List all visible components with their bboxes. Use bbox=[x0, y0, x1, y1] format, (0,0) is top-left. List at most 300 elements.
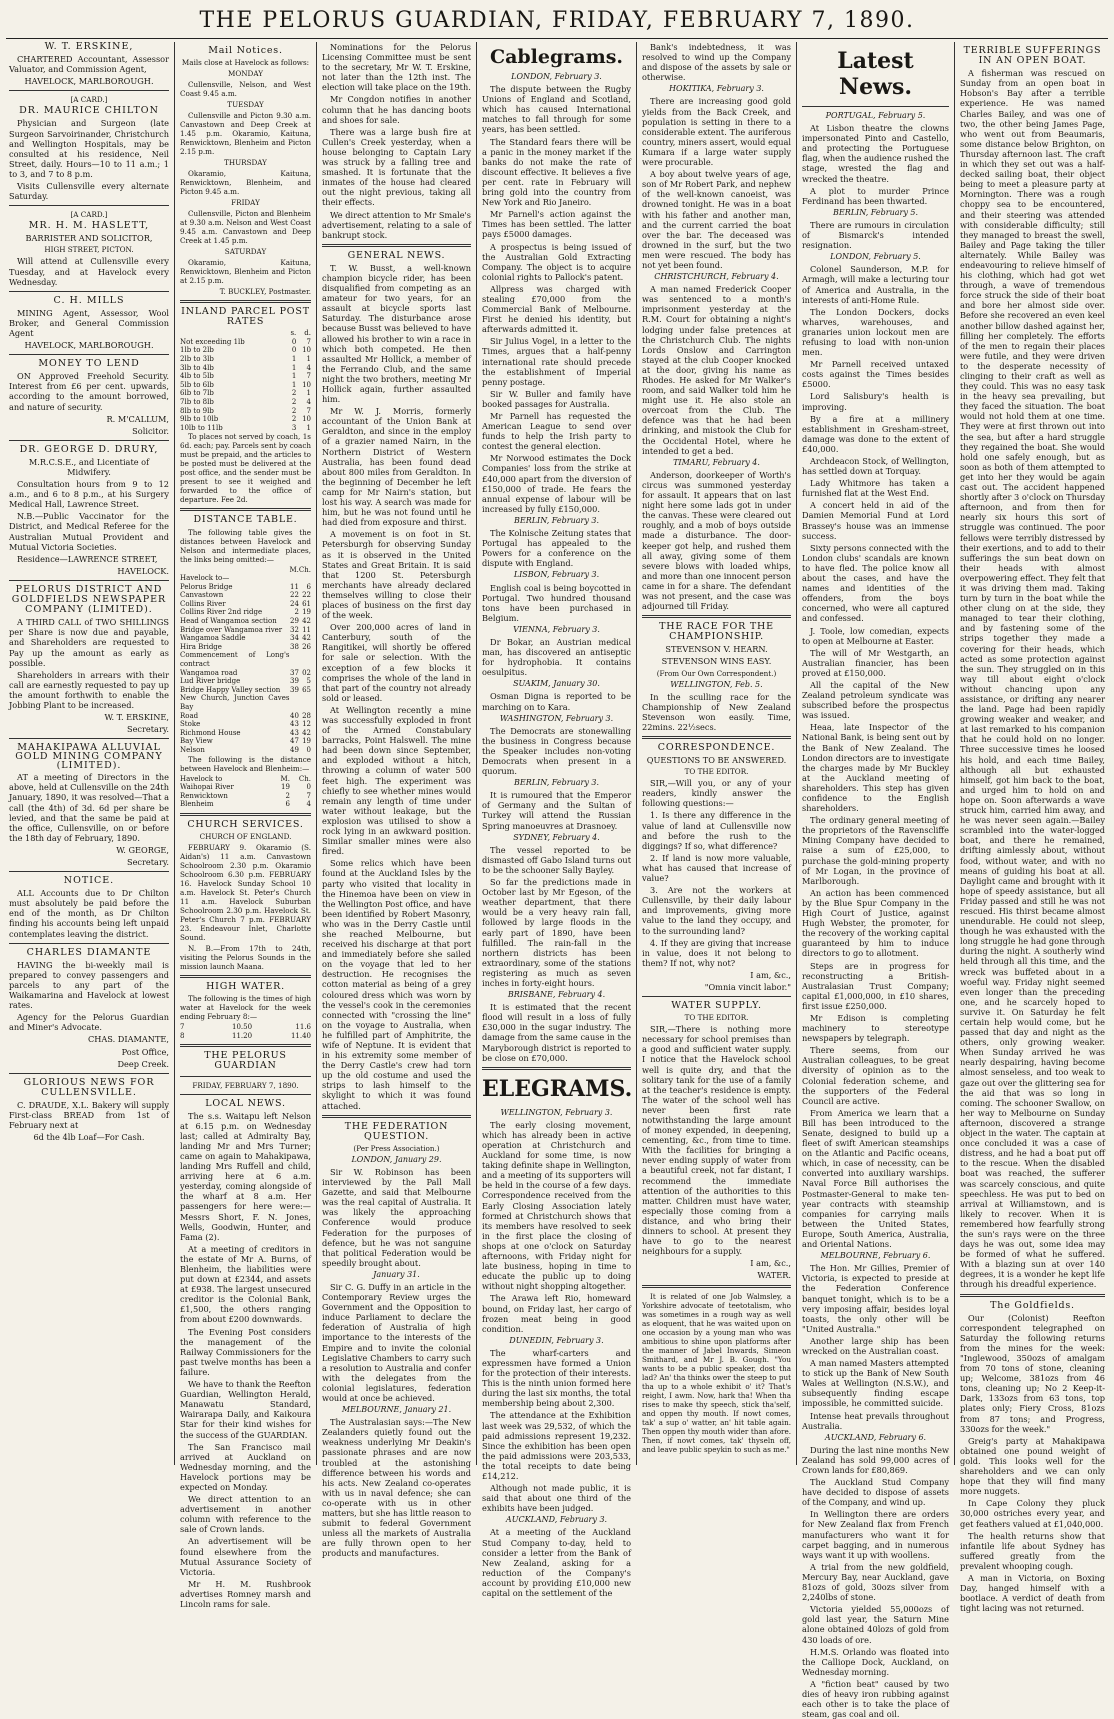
table-cell: 37 bbox=[289, 668, 299, 677]
dateline: January 31. bbox=[373, 1269, 420, 1279]
paragraph: The Auckland Stud Company have decided to dispose of assets of the Company, and wind up. bbox=[802, 1477, 949, 1508]
telegrams bbox=[482, 1108, 631, 1598]
dateline: LONDON, February 3. bbox=[511, 72, 602, 81]
divider bbox=[9, 871, 169, 872]
table-row bbox=[180, 398, 311, 407]
ad-body: MINING Agent, Assessor, Wool Broker, and General Commission Agent bbox=[9, 307, 169, 338]
mail-day: FRIDAY bbox=[231, 198, 260, 208]
table-cell: Hira Bridge bbox=[180, 642, 222, 651]
table-row bbox=[180, 643, 311, 652]
paragraph: Mr H. M. Rushbrook advertises Romney marsh and Lincoln rams for sale. bbox=[180, 1578, 311, 1609]
water-intro: The following is the times of high water at Havelock for the week ending February 8:— bbox=[180, 994, 311, 1022]
dateline: CHRISTCHURCH, February 4. bbox=[654, 272, 779, 282]
table-row bbox=[180, 389, 311, 398]
corr-to: TO THE EDITOR. bbox=[684, 767, 749, 777]
table-cell: 28 bbox=[302, 711, 311, 720]
table-cell: 43 bbox=[289, 728, 299, 737]
dateline: AUCKLAND, February 6. bbox=[824, 1432, 927, 1442]
ad-head: NOTICE. bbox=[63, 875, 115, 887]
paragraph: Mr Edison is completing machinery to stereotype newspapers by telegraph. bbox=[802, 1012, 949, 1044]
race-sub: (From Our Own Correspondent.) bbox=[656, 668, 777, 678]
paragraph: We have to thank the Reefton Guardian, Wellington Herald, Manawatu Standard, Wairarapa Daily, and Kaikoura Star for their kind wishes for the success of the GUARDIAN. bbox=[180, 1379, 311, 1440]
paragraph: Victoria yielded 55,000ozs of gold last year, the Saturn Mine alone obtained 40lozs of gold from 430 loads of ore. bbox=[802, 1604, 949, 1645]
column-header: d. bbox=[304, 329, 311, 338]
table-row bbox=[180, 574, 311, 583]
mail-day: THURSDAY bbox=[224, 158, 267, 168]
ad-tag: [A CARD.] bbox=[70, 95, 108, 105]
table-cell: 42 bbox=[302, 728, 311, 737]
paragraph: Dr Bokar, an Austrian medical man, has discovered an antiseptic for hydrophobia. It contains oesulpitus. bbox=[482, 636, 631, 678]
local-news bbox=[180, 1111, 311, 1610]
table-row bbox=[180, 1023, 311, 1032]
divider bbox=[482, 1067, 631, 1070]
ad-head: GLORIOUS NEWS FOR CULLENSVILLE. bbox=[23, 1076, 155, 1098]
table-cell: 26 bbox=[302, 642, 311, 651]
table-cell: Pelorus Bridge bbox=[180, 582, 233, 591]
divider bbox=[642, 736, 791, 739]
table-cell: 49 bbox=[289, 745, 299, 754]
paragraph: Mr Parnell's action against the Times has been settled. The latter pays £5000 damages. bbox=[482, 209, 631, 240]
ad-role: Secretary. bbox=[126, 724, 169, 735]
mail-schedule bbox=[180, 69, 311, 285]
signature: I am, &c., bbox=[750, 1258, 791, 1269]
table-row bbox=[180, 651, 311, 668]
race-sub: STEVENSON WINS EASY. bbox=[661, 656, 772, 667]
table-cell: Not exceeding 1lb bbox=[180, 337, 245, 346]
table-cell: Blenheim bbox=[180, 800, 214, 809]
paragraph: From America we learn that a Bill has been introduced to the Senate, designed to build up a fleet of swift American steamships on the Atlantic and Pacific oceans, which, in case of necessity, can be converted into auxiliary warships. Naval Force Bill authorises the Postmaster-General to make ten-year contracts with steamship companies for carrying mails between the United States, Europe, South America, Australia, and Oriental Nations. bbox=[802, 1107, 949, 1250]
divider bbox=[642, 615, 791, 618]
paragraph: The will of Mr Westgarth, an Australian financier, has been proved at £150,000. bbox=[802, 647, 949, 678]
table-cell: 29 bbox=[289, 617, 299, 626]
divider bbox=[960, 1294, 1105, 1297]
paragraph: Mr W. J. Morris, formerly accountant of the Union Bank at Geraldton, and since in the employ of a grazier named Nairn, in the Northern District of Western Australia, has been found dead about 800 miles from Geraldton. In the beginning of December he left camp for Mr Nairn's station, but lost his way. A search was made for him, but he was not found until he had died from exposure and thirst. bbox=[322, 406, 471, 528]
table-cell: 7 bbox=[180, 1023, 185, 1032]
table-cell: 1 bbox=[291, 363, 297, 372]
ad-name: MAHAKIPAWA ALLUVIAL GOLD MINING COMPANY (LIMITED). bbox=[15, 742, 163, 772]
ad-mills bbox=[9, 296, 169, 350]
table-cell: 22 bbox=[289, 591, 299, 600]
paragraph: T. W. Busst, a well-known champion bicycle rider, has been disqualified from competing as an amateur for two years, for an assault at bicycle sports last Saturday. The disturbance arose because Busst was believed to have allowed his brother to win a race in which both competed. He then assaulted Mr Hollick, a member of the Ferrando Club, and the same night the two brothers, meeting Mr Hollick again, further assaulted him. bbox=[322, 262, 471, 405]
ad-name: W. T. ERSKINE, bbox=[44, 41, 134, 52]
paragraph: There seems, from our Australian colleagues, to be great diversity of opinion as to the Colonial federation scheme, and the supporters of the Federal Council are active. bbox=[802, 1045, 949, 1106]
table-cell: 7lb to 8lb bbox=[180, 398, 214, 407]
column-header: s. bbox=[290, 329, 297, 338]
paragraph: Heaa, late Inspector of the National Bank, is being sent out by the Bank of New Zealand. The London directors are to investigate the charges made by Mr Buckley at the Auckland meeting of shareholders. This step has given confidence to the English shareholders. bbox=[802, 722, 949, 814]
paragraph: Another large ship has been wrecked on the Australian coast. bbox=[802, 1335, 949, 1356]
table-row bbox=[180, 792, 311, 801]
divider bbox=[9, 205, 169, 206]
table-cell: 2 bbox=[291, 406, 297, 415]
ad-name: CHARLES DIAMANTE bbox=[26, 946, 152, 958]
table-cell: 1 bbox=[306, 389, 311, 398]
table-cell: 3 bbox=[291, 423, 297, 432]
paragraph: Anderson, doorkeeper of Worth's circus was summoned yesterday for assault. It appears that on last night here some lads got in under the canvas. These were cleared out roughly, and a mob of boys outside made a disturbance. The door-keeper got help, and rushed them all away, giving some of them severe blows with loaded whips, and more than one innocent person came in for a share. The defendant was not present, and the case was adjourned till Friday. bbox=[642, 469, 791, 612]
divider bbox=[9, 90, 169, 91]
table-cell: 2 bbox=[294, 608, 299, 617]
paragraph: Mr Norwood estimates the Dock Companies' loss from the strike at £40,000 apart from the diversion of £150,000 of trade. He fears the annual expense of labour will be increased by fully £150,000. bbox=[482, 453, 631, 514]
water-supply-letter bbox=[642, 1024, 791, 1280]
table-cell bbox=[299, 694, 311, 711]
table-cell bbox=[299, 651, 311, 668]
paragraph: In Cape Colony they pluck 30,000 ostriches every year, and get feathers valued at £1,040,000. bbox=[960, 1498, 1105, 1529]
ad-body: Consultation hours from 9 to 12 a.m., and 6 to 8 p.m., at his Surgery Medical Hall, Lawrence Street. bbox=[9, 479, 169, 510]
table-cell: 1 bbox=[291, 380, 297, 389]
table-cell: 11 bbox=[302, 625, 311, 634]
ad-name: DR. MAURICE CHILTON bbox=[19, 105, 159, 117]
paragraph: During the last nine months New Zealand has sold 99,000 acres of Crown lands for £80,869. bbox=[802, 1444, 949, 1475]
race-report bbox=[642, 680, 791, 732]
section-heading: TERRIBLE SUFFERINGS IN AN OPEN BOAT. bbox=[963, 45, 1102, 67]
ad-quals: M.R.C.S.E., and Licentiate of Midwifery. bbox=[28, 456, 150, 477]
paragraph: SIR,—There is nothing more necessary for school premises than a good and sufficient water supply. I notice that the Havelock school well is quite dry, and that the solitary tank for the use of a family at the teacher's residence is empty. The water of the school well has never been first rate notwithstanding the large amount of money expended, in deepening, cementing, &c., from time to time. With the facilities for bringing a never ending supply of water from a beautiful creek, not far distant, I recommend the immediate attention of the authorities to this matter. Children must have water, especially those coming from a distance, and who bring their dinners to school. At present they have to go to the nearest neighbours for a supply. bbox=[642, 1024, 791, 1257]
paragraph: At a meeting of the Auckland Stud Company to-day, held to consider a letter from the Bank of New Zealand, asking for a reduction of the Company's account by providing £10,000 new capital on the settlement of the bbox=[482, 1527, 631, 1599]
table-cell: 0 bbox=[306, 745, 311, 754]
paragraph: Mr Parnell received untaxed costs against the Times besides £5000. bbox=[802, 359, 949, 390]
dateline: VIENNA, February 3. bbox=[513, 624, 600, 634]
mail-day: TUESDAY bbox=[227, 100, 264, 110]
ad-body: HAVING the bi-weekly mail is prepared to convey passengers and parcels to any part of the Waikamarina and Havelock at lowest rates. bbox=[9, 959, 169, 1011]
table-cell: Wangamoa road bbox=[180, 668, 238, 677]
paragraph: A man named Frederick Cooper was sentenced to a month's imprisonment yesterday at the R.M. Court for obtaining a night's lodging under false pretences at the Christchurch Club. The nights Lords Onslow and Carrington stayed at the club Cooper knocked at the door, giving his name as Rhodes. He asked for Mr Walker's room, and said Walker told him he might use it. He also stole an overcoat from the Club. The defence was that he had been drinking, and mistook the Club for the Occidental Hotel, where he intended to get a bed. bbox=[642, 284, 791, 456]
paragraph: The health returns show that infantile life about Sydney has suffered greatly from the prevalent whooping cough. bbox=[960, 1530, 1105, 1571]
table-cell: Waihopai River bbox=[180, 783, 234, 792]
parcel-rates-table bbox=[180, 329, 311, 432]
table-cell: 42 bbox=[302, 634, 311, 643]
table-row bbox=[180, 783, 311, 792]
ad-head: MONEY TO LEND bbox=[38, 358, 140, 370]
dateline: LONDON, February 5. bbox=[830, 252, 921, 262]
table-cell: 19 bbox=[281, 783, 290, 792]
table-cell: 2lb to 3lb bbox=[180, 355, 214, 364]
column-7 bbox=[954, 42, 1110, 1614]
ad-pelorus-company bbox=[9, 585, 169, 734]
table-cell: Road bbox=[180, 711, 199, 720]
paragraph: SIR,—Will you, or any of your readers, kindly answer the following questions:— bbox=[642, 778, 791, 809]
paragraph: A fisherman was rescued on Sunday from an open boat in Hobson's Bay after a terrible experience. He was named Charles Bailey, and was one of two, the other being James Page, who went out from Beaumaris, some distance below Brighton, on Thursday afternoon last. The craft in which they set out was a half-decked sailing boat, their object being to meet a pleasure party at Mornington. There was a rough choppy sea to be encountered, and their steering was attended with considerable difficulty; still they managed to breast the swell, Bailey and Page taking the tiller alternately. While Bailey was endeavouring to relieve himself of his clothing, which had got wet through, a wave of tremendous force struck the side of their boat and bore her almost side over. Before she recovered an even keel another billow dashed against her, filling her completely. The efforts of the men to regain their places were futile, and they were driven to the desperate necessity of clinging to their craft as well as they could. This was no easy task in the heavy sea prevailing, but they faced the situation. The boat would not hold them at one time. They were at first thrown out into the sea, but after a hard struggle they regained the boat. She would hold one safely enough, but as soon as both of them attempted to get into her they would be again cast out. The accident happened shortly after 3 o'clock on Thursday afternoon, and from then for nearly six hours this sort of struggle was continued. The poor fellows were terribly distressed by their exertions, and to add to their sufferings the sun beat down on their heads with almost overpowering effect. They felt that it was driving them mad. Taking turn by turn in the boat while the other clung on at the side, they managed to tear their clothing, and by fastening some of the strips together they made a covering for their heads, which acted as some protection against the sun. They struggled on in this way till about eight o'clock without chancing upon any assistance, or drifting any nearer the land. Page had been rapidly growing weaker and weaker, and at last remarked to his companion that he could hold on no longer. Three successive times he loosed his hold, and each time Bailey, although all but exhausted himself, got him back to the boat, and urged him to hold on and hope on. Soon afterwards a wave struck him, carried him away, and he was never seen again.—Bailey scrambled into the water-logged boat, and there he remained, drifting aimlessly about, without food, without water, and with no means of guiding his boat at all. Daylight came and brought with it hope of speedy assistance, but all Friday passed and still he was not rescued. His thirst became almost unendurable. He could not sleep, though he was exhausted with the long struggle he had gone through during the night. A southerly wind held through all this time, and the wreck was buffeted about in a woeful way. Friday night seemed even longer than the preceding one, and he scarcely hoped to survive it. On Saturday he felt certain help would come, but he passed that day and night as the others, only growing weaker. When Sunday arrived he was nearly despairing, having become almost senseless, and too weak to gaze out over the glittering sea for the aid that was so long in coming. The schooner Swallow, on her way to Melbourne on Sunday afternoon, discovered a strange object in the water. The captain at once concluded it was a case of distress, and he had a boat put off to the rescue. When the disabled boat was reached, the sufferer was scarcely conscious, and quite speechless. He was put to bed on arrival at Williamstown, and is likely to recover. When it is remembered how fearfully strong the sun's rays were on the three days he was out, some idea may be formed of what he suffered. With a blazing sun at over 140 degrees, it is a wonder he kept life through his dreadful experience. bbox=[960, 68, 1105, 1290]
church-body: FEBRUARY 9. Okaramio (S. Aidan's) 11 a.m. Canvastown Schoolroom 2.30 p.m. Okaramio Schoolroom 6.30 p.m. FEBRUARY 16. Havelock Sunday School 10 a.m. Havelock St. Peter's Church 11 a.m. Havelock Suburban Schoolroom 2.30 p.m. Havelock St. Peter's Church 7 p.m. FEBRUARY 23. Endeavour Inlet, Charlotte Sound. bbox=[180, 843, 311, 943]
mail-times: Cullensville, Picton and Blenheim at 9.30 a.m. Nelson and West Coast 9.45 a.m. Canvastown and Deep Creek at 1.45 p.m. bbox=[180, 209, 311, 246]
table-cell bbox=[290, 651, 299, 668]
table-cell: 7 bbox=[306, 372, 311, 381]
paragraph: 4. If they are giving that increase in value, does it not belong to them? If not, why not? bbox=[642, 937, 791, 968]
paragraph: Lord Salisbury's health is improving. bbox=[802, 391, 949, 412]
ad-body: C. DRAUDE, X.L. Bakery will supply First-class BREAD from 1st of February next at bbox=[9, 1099, 169, 1131]
paragraph: It is estimated that the recent flood will result in a loss of fully £30,000 in the sugar industry. The damage from the same cause in the Maryborough district is reported to be close on £70,000. bbox=[482, 1002, 631, 1063]
dateline: AUCKLAND, February 3. bbox=[505, 1515, 608, 1525]
table-cell: 2 bbox=[291, 415, 297, 424]
paragraph: The Australasian says:—The New Zealanders quietly found out the weakness underlying Mr Deakin's passionate phrases and are now troubled at the astonishing difference between his words and his acts. New Zealand co-operates with us in naval defence; she can co-operate with us in other matters, but she has little reason to submit to federal Government unless all the markets of Australia are fully thrown open to her products and manufactures. bbox=[322, 1417, 471, 1559]
dateline: LONDON, January 29. bbox=[351, 1154, 442, 1164]
table-row bbox=[180, 720, 311, 729]
table-cell: 0 bbox=[291, 346, 297, 355]
table-cell: 7 bbox=[306, 406, 311, 415]
ad-bakery bbox=[9, 1078, 169, 1143]
ad-sign: CHAS. DIAMANTE, bbox=[87, 1034, 169, 1045]
table-cell: Havelock to bbox=[180, 774, 223, 783]
section-heading: THE RACE FOR THE CHAMPIONSHIP. bbox=[659, 621, 774, 643]
signature: "Omnia vincit labor." bbox=[704, 981, 791, 992]
table-row bbox=[180, 737, 311, 746]
paragraph: Sir W. Buller and family have booked passages for Australia. bbox=[482, 388, 631, 409]
paragraph: It is rumoured that the Emperor of Germany and the Sultan of Turkey will attend the Russian Spring manoeuvres at Drasnoey. bbox=[482, 790, 631, 831]
table-row bbox=[180, 338, 311, 347]
paragraph: Some relics which have been found at the Auckland Isles by the party who visited that locality in the Hinemoa have been on view in the Wellington Post office, and have been identified by Robert Masonry, who was in the Derry Castle until she reached Melbourne, but received his discharge at that port and immediately before she sailed on the voyage that led to her destruction. He recognises the cotton material as being of a grey coloured dress which was worn by the vessel's cook in the ceremonies connected with "crossing the line" on the voyage to Australia, when he fulfilled part of Amphitrite, the wife of Neptune. It is evident that in his extremity some member of the Derry Castle's crew had torn up the old costume and used the strips to lash himself to the skylight to which it was found attached. bbox=[322, 858, 471, 1111]
high-water-table bbox=[180, 1023, 311, 1040]
ad-res: Residence—LAWRENCE STREET, bbox=[17, 553, 158, 564]
ad-sign: W. GEORGE, bbox=[116, 844, 169, 855]
dateline: SYDNEY, February 4. bbox=[513, 832, 600, 842]
table-cell: 02 bbox=[302, 668, 311, 677]
corr-sub: QUESTIONS TO BE ANSWERED. bbox=[646, 755, 787, 766]
table-cell: Wangamoa Saddle bbox=[180, 634, 246, 643]
dateline: BRISBANE, February 4. bbox=[507, 990, 606, 1000]
paragraph: We direct attention to Mr Smale's advertisement, relating to a sale of bankrupt stock. bbox=[322, 209, 471, 240]
ad-sign: R. M'CALLUM, bbox=[106, 413, 169, 424]
local-news-continued bbox=[322, 42, 471, 240]
table-row bbox=[180, 746, 311, 755]
paragraph: Lady Whitmore has taken a furnished flat at the West End. bbox=[802, 478, 949, 499]
race-sub: STEVENSON V. HEARN. bbox=[665, 644, 768, 655]
paragraph: Greig's party at Mahakipawa obtained one pound weight of gold. This looks well for the shareholders and we can only hope that they will find many more nuggets. bbox=[960, 1435, 1105, 1497]
table-cell: 1 bbox=[291, 355, 297, 364]
column-header: M. bbox=[289, 565, 299, 574]
paragraph: The Democrats are stonewalling the business in Congress because the Speaker includes non-voting Democrats when present in a quorum. bbox=[482, 725, 631, 777]
paragraph: Sir Julius Vogel, in a letter to the Times, argues that a half-penny international rate should precede the establishment of Imperial penny postage. bbox=[482, 336, 631, 387]
table-row bbox=[180, 686, 311, 695]
divider bbox=[9, 1073, 169, 1074]
divider bbox=[642, 1285, 791, 1288]
table-cell: 11.6 bbox=[295, 1023, 311, 1032]
table-cell: 12 bbox=[302, 720, 311, 729]
dateline: MELBOURNE, January 21. bbox=[341, 1405, 452, 1415]
section-heading: GENERAL NEWS. bbox=[347, 249, 446, 261]
column-2 bbox=[174, 42, 316, 1609]
paragraph: Allpress was charged with stealing £70,000 from the Commercial Bank of Melbourne. First he denied his identity, but afterwards admitted it. bbox=[482, 283, 631, 335]
table-cell bbox=[290, 694, 299, 711]
paragraph: A trial from the new goldfield, Mercury Bay, near Auckland, gave 81ozs of gold, 30ozs silver from 2,240lbs of stone. bbox=[802, 1561, 949, 1603]
column-6 bbox=[796, 42, 954, 1719]
table-cell: 32 bbox=[289, 625, 299, 634]
divider bbox=[180, 813, 311, 816]
table-cell: 2 bbox=[285, 791, 290, 800]
section-heading: Cablegrams. bbox=[489, 46, 624, 68]
ad-body: Physician and Surgeon (late Surgeon Sarvoirinander, Christchurch and Wellington Hospitals, may be consulted at his residence, Neil Street, daily. Hours—10 to 11 a.m.; 1 to 3, and 7 to 8 p.m. bbox=[9, 118, 169, 179]
ad-haslett bbox=[9, 210, 169, 286]
paragraph: A "fiction beat" caused by two dies of heavy iron rubbing against each other is to take the place of steam, gas coal and oil. bbox=[802, 1678, 949, 1719]
cablegrams bbox=[482, 72, 631, 1063]
table-cell: Collins River 2nd ridge bbox=[180, 608, 263, 617]
ad-role: Secretary. bbox=[126, 857, 169, 867]
paragraph: The Hon. Mr Gillies, Premier of Victoria, is expected to preside at the Federation Conference banquet tonight, which is to be a very imposing affair, besides loyal toasts, the only other will be "United Australia." bbox=[802, 1263, 949, 1334]
table-cell bbox=[290, 574, 299, 583]
paragraph: A prospectus is being issued of the Australian Gold Extracting Company. The object is to acquire colonial rights to Pallock's patent. bbox=[482, 241, 631, 282]
table-cell: 22 bbox=[302, 591, 311, 600]
ad-agency: Agency for the Pelorus Guardian and Miner's Advocate. bbox=[9, 1012, 169, 1033]
general-news bbox=[322, 263, 471, 1111]
federation-news bbox=[322, 1155, 471, 1559]
ad-body-2: Shareholders in arrears with their call are earnestly requested to pay up the amount forthwith to enable the Jobbing Plant to be increased. bbox=[9, 669, 169, 710]
ad-body: AT a meeting of Directors in the above, held at Cullensville on the 24th January, 1890, it was resolved—That a call (the 4th) of 3d. 6d per share be levied, and that the same be paid at the office, Cullensville, on or before the 18th day of February, 1890. bbox=[9, 772, 169, 843]
table-cell: 11.40 bbox=[290, 1031, 311, 1040]
mail-times: Okaramio, Kaituna, Renwicktown, Blenheim and Picton at 2.15 p.m. bbox=[180, 258, 311, 286]
mail-sign: T. BUCKLEY, Postmaster. bbox=[219, 287, 311, 297]
table-cell: 10 bbox=[302, 380, 311, 389]
table-cell: 6 bbox=[285, 800, 290, 809]
table-row bbox=[180, 424, 311, 433]
divider bbox=[9, 943, 169, 944]
ad-erskine bbox=[9, 42, 169, 86]
page-title: THE PELORUS GUARDIAN, FRIDAY, FEBRUARY 7, 1890. bbox=[199, 8, 915, 33]
table-cell: 6lb to 7lb bbox=[180, 389, 214, 398]
ad-visits: Visits Cullensville every alternate Saturday. bbox=[9, 181, 169, 202]
paragraph: Mr Congdon notifies in another column that he has dancing boots and shoes for sale. bbox=[322, 94, 471, 125]
dateline: DUNEDIN, February 3. bbox=[509, 1335, 604, 1345]
table-cell: Nelson bbox=[180, 745, 205, 754]
dateline: BERLIN, February 3. bbox=[513, 778, 600, 788]
section-heading: Mail Notices. bbox=[208, 45, 283, 56]
table-cell: 39 bbox=[289, 677, 299, 686]
mail-intro: Mails close at Havelock as follows: bbox=[181, 58, 310, 68]
table-cell bbox=[180, 329, 287, 338]
ad-body: ON Approved Freehold Security. Interest from £6 per cent. upwards, according to the amount borrowed, and nature of security. bbox=[9, 371, 169, 412]
paragraph: Archdeacon Stock, of Wellington, has settled down at Torquay. bbox=[802, 456, 949, 477]
dateline: WELLINGTON, Feb. 5. bbox=[670, 679, 763, 689]
table-cell: Bridge over Wangamoa river bbox=[180, 625, 283, 634]
section-heading: CORRESPONDENCE. bbox=[657, 742, 776, 753]
paragraph: Sir C. G. Duffy in an article in the Contemporary Review urges the Government and the Opposition to induce Parliament to declare the federation of Australia of high importance to the interests of the Empire and to invite the colonial Legislative Chambers to carry such a resolution to Australia and confer with the delegates from the colonial legislatures, federation would at once be achieved. bbox=[322, 1281, 471, 1403]
distance-intro-2: The following is the distance between Havelock and Blenheim:— bbox=[180, 754, 311, 773]
paragraph: Steps are in progress for reconstructing a British-Australasian Trust Company; capital £1,000,000, in £10 shares, first issue £250,000. bbox=[802, 960, 949, 1011]
paragraph: The vessel reported to be dismasted off Gabo Island turns out to be the schooner Sally Bayley. bbox=[482, 844, 631, 875]
table-cell: Richmond House bbox=[180, 728, 241, 737]
column-3 bbox=[316, 42, 476, 1559]
section-heading: INLAND PARCEL POST RATES bbox=[181, 306, 310, 328]
parcel-note: To places not served by coach, 1s 6d. each; pay. Parcels sent by coach must be prepaid, and the articles to be posted must be delivered at the post office, and the sender must be present to see it weighed and forwarded to the office of departure. Fee 2d. bbox=[180, 432, 311, 505]
ad-name: PELORUS DISTRICT AND GOLDFIELDS NEWSPAPER COMPANY (LIMITED). bbox=[11, 583, 167, 616]
table-cell: Commencement of Long's contract bbox=[180, 651, 290, 669]
table-cell: 4 bbox=[306, 800, 311, 809]
paragraph: We direct attention to an advertisement in another column with reference to the sale of Crown lands. bbox=[180, 1494, 311, 1535]
paragraph: J. Toole, low comedian, expects to open at Melbourne at Easter. bbox=[802, 625, 949, 646]
table-cell: 4lb to 5lb bbox=[180, 372, 214, 381]
ad-place: HAVELOCK, MARLBOROUGH. bbox=[24, 76, 154, 87]
ad-body: CHARTERED Accountant, Assessor Valuator, and Commission Agent, bbox=[9, 54, 169, 75]
table-cell: 38 bbox=[289, 642, 299, 651]
paragraph: So far the predictions made in October last by Mr Egeson, of the weather department, that there would be a very heavy rain fall, followed by large floods in the early part of 1890, have been fulfilled. The rain-fall in the northern districts has been extraordinary, some of the stations registering as much as seven inches in forty-eight hours. bbox=[482, 877, 631, 988]
divider bbox=[180, 508, 311, 511]
section-heading: DISTANCE TABLE. bbox=[193, 514, 298, 526]
table-cell: 19 bbox=[302, 737, 311, 746]
divider bbox=[802, 106, 949, 107]
dateline: LISBON, February 3. bbox=[513, 570, 600, 580]
table-header bbox=[180, 329, 311, 338]
paragraph: The Arawa left Rio, homeward bound, on Friday last, her cargo of frozen meat being in good condition. bbox=[482, 1293, 631, 1334]
paragraph: In the sculling race for the Championship of New Zealand Stevenson won easily. Time, 22mins. 22½secs. bbox=[642, 691, 791, 732]
divider bbox=[180, 975, 311, 978]
paragraph: At Lisbon theatre the clowns impersonated Pinto and Castello, and protecting the Portuguese flag, when the audience rushed the stage, wrested the flag and wrecked the theatre. bbox=[802, 123, 949, 184]
paragraph: The attendance at the Exhibition last week was 29,532, of which the paid admissions represent 19,232. Since the exhibition has been open the paid admissions were 203,533, the total receipts to date being £14,212. bbox=[482, 1410, 631, 1481]
table-row bbox=[180, 372, 311, 381]
paragraph: The ordinary general meeting of the proprietors of the Ravenscliffe Mining Company have decided to raise a sum of £25,000, to purchase the gold-mining property of Mr Logan, in the province of Marlborough. bbox=[802, 815, 949, 886]
latest-news bbox=[802, 111, 949, 1719]
paragraph: Intense heat prevails throughout Australia. bbox=[802, 1410, 949, 1431]
table-cell: Head of Wangamoa section bbox=[180, 617, 277, 626]
table-cell: 10 bbox=[302, 346, 311, 355]
paragraph: The Kolnische Zeitung states that Portugal has appealed to the Powers for a conference on the dispute with England. bbox=[482, 528, 631, 569]
signature: I am, &c., bbox=[750, 969, 791, 980]
table-row bbox=[180, 712, 311, 721]
paragraph: Osman Digna is reported to be marching on to Kara. bbox=[482, 691, 631, 712]
paragraph: A boy about twelve years of age, son of Mr Robert Park, and nephew of the well-known canoeist, was drowned tonight. He was in a boat with his father and another man, and the current carried the boat over the bar. The deceased was drowned in the surf, but the two men were rescued. The body has not yet been found. bbox=[642, 169, 791, 270]
table-cell: 2 bbox=[291, 389, 297, 398]
mail-times: Cullensville, Nelson, and West Coast 9.45 a.m. bbox=[180, 80, 311, 99]
paragraph: There are rumours in circulation of Bismarck's intended resignation. bbox=[802, 219, 949, 251]
table-row bbox=[180, 634, 311, 643]
ad-body: ALL Accounts due to Dr Chilton must absolutely be paid before the end of the month, as Dr Chilton finding his accounts being left unpaid contemplates leaving the district. bbox=[9, 888, 169, 939]
table-cell: Lud River bridge bbox=[180, 677, 241, 686]
ad-tag: [A CARD.] bbox=[70, 210, 108, 220]
divider bbox=[322, 1115, 471, 1118]
paragraph: A plot to murder Prince Ferdinand has been thwarted. bbox=[802, 185, 949, 206]
paragraph: 3. Are not the workers at Cullensville, by their daily labour and improvements, giving more value to the land they occupy, and to the surrounding land? bbox=[642, 885, 791, 936]
table-row bbox=[180, 415, 311, 424]
paragraph: In Wellington there are orders for New Zealand flax from French manufacturers who want it for carpet bagging, and in numerous ways want it up with woollens. bbox=[802, 1509, 949, 1560]
table-cell: 5lb to 6lb bbox=[180, 380, 214, 389]
ad-role: Post Office, bbox=[121, 1046, 169, 1057]
paragraph: Our (Colonist) Reefton correspondent telegraphed on Saturday the following returns from the mines for the week: "Inglewood, 350ozs of amalgam from 70 tons of stone, cleaning up; Welcome, 381ozs from 46 tons, cleaning up; No 2 Keep-it-Dark, 133ozs from 63 tons, top plates only; Fiery Cross, 81ozs from 87 tons; and Progress, 330ozs for the week." bbox=[960, 1312, 1105, 1434]
table-row bbox=[180, 407, 311, 416]
paragraph: Colonel Saunderson, M.P. for Armagh, will make a lecturing tour of America and Australia, in the interests of anti-Home Rule. bbox=[802, 264, 949, 305]
water-to: TO THE EDITOR. bbox=[684, 1013, 749, 1023]
distance-table bbox=[180, 566, 311, 755]
table-row bbox=[180, 617, 311, 626]
guardian-date: FRIDAY, FEBRUARY 7, 1890. bbox=[192, 1080, 299, 1090]
ad-nb: N.B.—Public Vaccinator for the District, and Medical Referee for the Australian Mutual Provident and Mutual Victoria Societies. bbox=[9, 511, 169, 552]
church-sub: CHURCH OF ENGLAND. bbox=[199, 832, 292, 842]
dateline: TIMARU, February 4. bbox=[673, 457, 760, 467]
anecdote: It is related of one Job Walmsley, a Yorkshire advocate of teetotalism, who was sometimes in a rough way as well as eloquent, that he was waited upon on one occasion by a young man who was ambitious to shine upon platforms after the manner of Jabel Inwards, Simeon Smithard, and Mr J. B. Gough. "You wants to be a public speaker, dost tha lad? An' tha thinks ower the steep to put tha up to a whole exhibit o' it? That's reight, I awm. Now, hark tha! When tha rises to make thy speech, stick tha'self, and oppen thy mouth. If nowt comes, tak' a sup o' watter, an' hit table again. Then oppen thy mouth wider than afore. Then, if nowt comes, tak' thyseln off, and leave public speykin to such as me." bbox=[642, 1291, 791, 1454]
column-4 bbox=[476, 42, 636, 1599]
section-heading: WATER SUPPLY. bbox=[671, 1000, 762, 1012]
dateline: HOKITIKA, February 3. bbox=[669, 84, 764, 94]
table-row bbox=[180, 608, 311, 617]
table-row bbox=[180, 729, 311, 738]
ad-price: 6d the 4lb Loaf—For Cash. bbox=[33, 1132, 145, 1143]
table-cell: M. bbox=[280, 774, 290, 783]
ad-money bbox=[9, 359, 169, 436]
table-cell: 0 bbox=[291, 337, 297, 346]
table-row bbox=[180, 1032, 311, 1041]
ad-place: HIGH STREET, PICTON. bbox=[44, 245, 134, 255]
correspondence bbox=[642, 778, 791, 992]
table-row bbox=[180, 677, 311, 686]
paragraph: A concert held in aid of the Damien Memorial Fund at Lord Brassey's house was an immense success. bbox=[802, 500, 949, 541]
paragraph: There are increasing good gold yields from the Back Creek, and population is setting in there to a considerable extent. The auriferous country, miners assert, would equal Kumara if a large water supply were procurable. bbox=[642, 96, 791, 168]
table-cell: Canvastown bbox=[180, 591, 224, 600]
table-cell: 10.50 bbox=[232, 1023, 253, 1032]
table-cell bbox=[299, 574, 311, 583]
ad-role: Solicitor. bbox=[132, 425, 169, 436]
dateline: WASHINGTON, February 3. bbox=[499, 713, 614, 723]
table-cell: 6 bbox=[306, 582, 311, 591]
table-cell: 7 bbox=[306, 791, 311, 800]
table-header bbox=[180, 566, 311, 575]
paragraph: Nominations for the Pelorus Licensing Committee must be sent to the secretary, Mr W. T. Erskine, not later than the 12th inst. The election will take place on the 19th. bbox=[322, 42, 471, 93]
ad-body: Will attend at Cullensville every Tuesday, and at Havelock every Wednesday. bbox=[9, 256, 169, 287]
mail-times: Okaramio, Kaituna, Renwicktown, Blenheim, and Picton 9.45 a.m. bbox=[180, 169, 311, 197]
mail-times: Cullensville and Picton 9.30 a.m. Canvastown and Deep Creek at 1.45 p.m. Okaramio, Kaituna, Renwicktown, Blenheim and Picton 2.15 p.m. bbox=[180, 111, 311, 157]
